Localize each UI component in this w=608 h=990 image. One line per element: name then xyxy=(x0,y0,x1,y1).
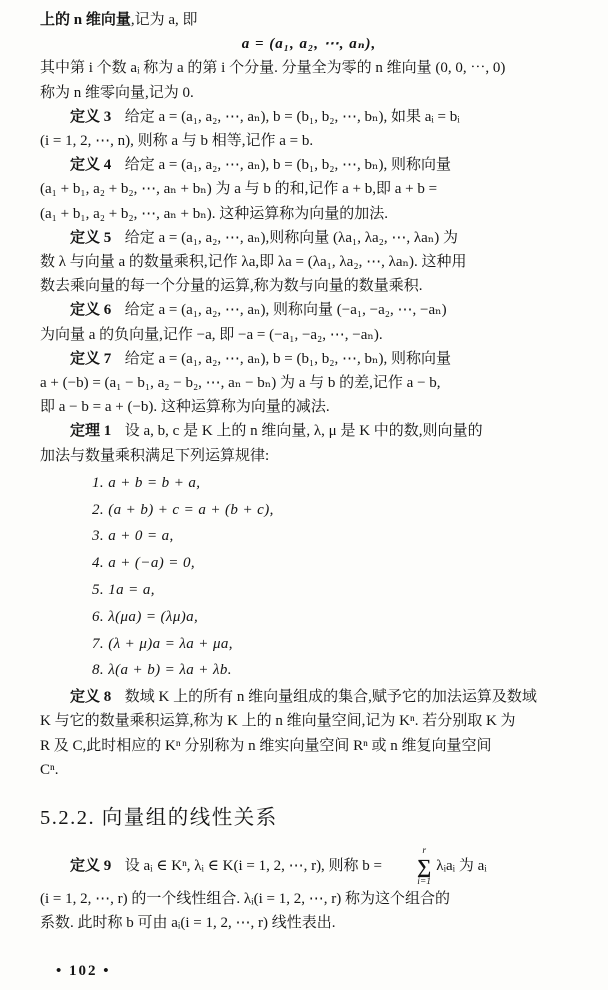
thm1-text-1: 设 a, b, c 是 K 上的 n 维向量, λ, μ 是 K 中的数,则向量的 xyxy=(124,423,483,440)
intro-line-1 xyxy=(40,8,578,32)
def3-line-2: (i = 1, 2, ⋯, n), 则称 a 与 b 相等,记作 a = b. xyxy=(40,133,314,150)
thm1-line-1 xyxy=(40,419,578,443)
def3-label: 定义 3 xyxy=(70,108,112,125)
def8-line-3: R 及 C,此时相应的 Kⁿ 分别称为 n 维实向量空间 Rⁿ 或 n 维复向量空间 xyxy=(40,737,492,754)
rule-item-4: 4. a + (−a) = 0, xyxy=(92,555,196,572)
def7-line-1 xyxy=(40,347,578,371)
def6-line-1 xyxy=(40,298,578,322)
def6-text-1: 给定 a = (a₁, a₂, ⋯, aₙ), 则称向量 (−a₁, −a₂, ⋯, −aₙ) xyxy=(124,302,447,319)
def6-label: 定义 6 xyxy=(70,302,112,319)
intro-bold-term: 上的 n 维向量 xyxy=(40,12,131,28)
def8-line-4: Cⁿ. xyxy=(40,761,59,778)
def4-label: 定义 4 xyxy=(70,157,112,174)
page-number: • 102 • xyxy=(56,963,111,980)
def9-text-post: λᵢaᵢ 为 aᵢ xyxy=(436,858,487,875)
def8-line-1 xyxy=(40,685,578,709)
def7-line-3: 即 a − b = a + (−b). 这种运算称为向量的减法. xyxy=(40,399,330,416)
rule-list xyxy=(40,471,578,683)
intro-rest: ,记为 a, 即 xyxy=(130,12,198,28)
rule-item-8: 8. λ(a + b) = λa + λb. xyxy=(92,662,232,679)
vector-equation: a = (a₁, a₂, ⋯, aₙ), xyxy=(241,36,377,53)
def7-text-1: 给定 a = (a₁, a₂, ⋯, aₙ), b = (b₁, b₂, ⋯, bₙ), 则称向量 xyxy=(124,350,451,367)
sigma-glyph: ∑ xyxy=(417,855,432,878)
def5-label: 定义 5 xyxy=(70,229,112,246)
def8-text-1: 数域 K 上的所有 n 维向量组成的集合,赋予它的加法运算及数域 xyxy=(124,689,537,706)
def9-text-pre: 设 aᵢ ∈ Kⁿ, λᵢ ∈ K(i = 1, 2, ⋯, r), 则称 b = xyxy=(124,858,383,875)
def5-text-1: 给定 a = (a₁, a₂, ⋯, aₙ),则称向量 (λa₁, λa₂, ⋯, λaₙ) 为 xyxy=(124,229,459,246)
def4-line-3: (a₁ + b₁, a₂ + b₂, ⋯, aₙ + bₙ). 这种运算称为向量的加法. xyxy=(40,205,388,222)
def4-line-2: (a₁ + b₁, a₂ + b₂, ⋯, aₙ + bₙ) 为 a 与 b 的和,记作 a + b,即 a + b = xyxy=(40,181,438,198)
def5-line-3: 数去乘向量的每一个分量的运算,称为数与向量的数量乘积. xyxy=(40,278,423,295)
intro-line-2: 其中第 i 个数 aᵢ 称为 a 的第 i 个分量. 分量全为零的 n 维向量 (0, 0, ⋯, 0) xyxy=(40,60,506,77)
rule-item-1: 1. a + b = b + a, xyxy=(92,474,201,491)
summation-symbol xyxy=(387,846,431,887)
def4-line-1 xyxy=(40,153,578,177)
def3-text-1: 给定 a = (a₁, a₂, ⋯, aₙ), b = (b₁, b₂, ⋯, bₙ), 如果 aᵢ = bᵢ xyxy=(124,108,460,125)
def6-line-2: 为向量 a 的负向量,记作 −a, 即 −a = (−a₁, −a₂, ⋯, −aₙ). xyxy=(40,326,383,343)
rule-item-6: 6. λ(μa) = (λμ)a, xyxy=(92,608,199,625)
rule-item-3: 3. a + 0 = a, xyxy=(92,528,174,545)
section-heading: 5.2.2. 向量组的线性关系 xyxy=(40,807,278,830)
def9-line-1 xyxy=(40,846,578,887)
def3-line-1 xyxy=(40,105,578,129)
def9-label: 定义 9 xyxy=(70,858,112,875)
thm1-label: 定理 1 xyxy=(70,423,112,440)
summation-upper-limit: r xyxy=(422,846,427,857)
thm1-line-2: 加法与数量乘积满足下列运算规律: xyxy=(40,447,270,464)
rule-item-2: 2. (a + b) + c = a + (b + c), xyxy=(92,501,274,518)
summation-lower-limit: i=1 xyxy=(417,876,432,887)
def9-line-3: 系数. 此时称 b 可由 aᵢ(i = 1, 2, ⋯, r) 线性表出. xyxy=(40,915,336,932)
def8-line-2: K 与它的数量乘积运算,称为 K 上的 n 维向量空间,记为 Kⁿ. 若分别取 K 为 xyxy=(40,713,516,730)
def5-line-2: 数 λ 与向量 a 的数量乘积,记作 λa,即 λa = (λa₁, λa₂, ⋯, λaₙ). 这种用 xyxy=(40,254,467,271)
rule-item-5: 5. 1a = a, xyxy=(92,582,155,599)
def7-line-2: a + (−b) = (a₁ − b₁, a₂ − b₂, ⋯, aₙ − bₙ) 为 a 与 b 的差,记作 a − b, xyxy=(40,375,441,392)
def5-line-1 xyxy=(40,226,578,250)
def8-label: 定义 8 xyxy=(70,689,112,706)
rule-item-7: 7. (λ + μ)a = λa + μa, xyxy=(92,635,233,652)
def7-label: 定义 7 xyxy=(70,350,112,367)
intro-line-3: 称为 n 维零向量,记为 0. xyxy=(40,84,194,101)
def9-line-2: (i = 1, 2, ⋯, r) 的一个线性组合. λᵢ(i = 1, 2, ⋯, r) 称为这个组合的 xyxy=(40,891,450,908)
def4-text-1: 给定 a = (a₁, a₂, ⋯, aₙ), b = (b₁, b₂, ⋯, bₙ), 则称向量 xyxy=(124,157,451,174)
